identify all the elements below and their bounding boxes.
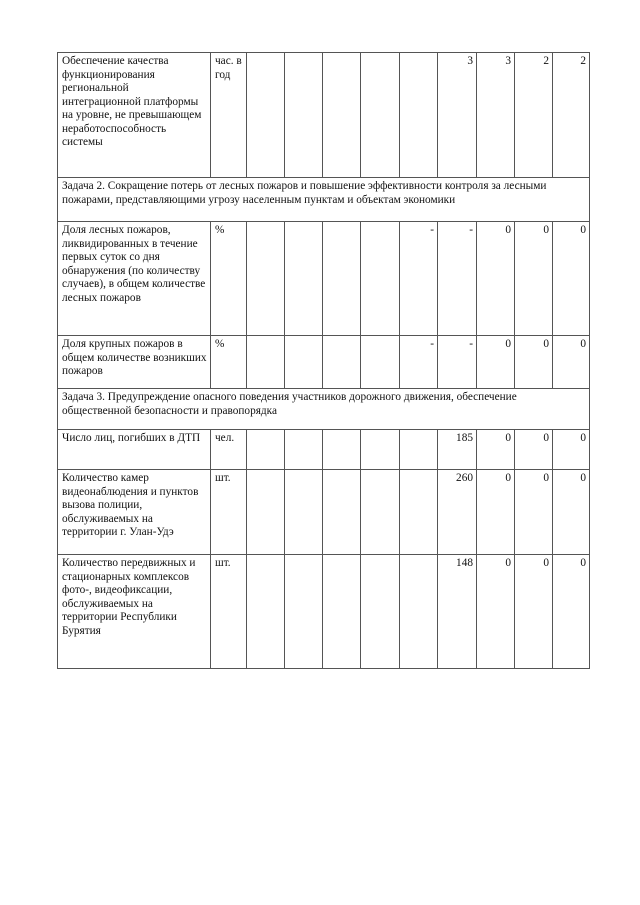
value-cell	[247, 53, 285, 178]
indicator-name: Количество камер видеонаблюдения и пунктов вызова полиции, обслуживаемых на территории г. Улан-Удэ	[58, 470, 211, 555]
value-cell	[323, 336, 361, 389]
value-cell	[361, 53, 400, 178]
table-row	[58, 222, 590, 336]
indicators-table	[57, 52, 590, 669]
value-cell	[285, 555, 323, 669]
indicator-name: Количество передвижных и стационарных комплексов фото-, видеофиксации, обслуживаемых на территории Республики Бурятия	[58, 555, 211, 669]
value-cell	[361, 555, 400, 669]
table-row	[58, 53, 590, 178]
value-cell: 0	[515, 336, 553, 389]
value-cell	[361, 222, 400, 336]
value-cell: 0	[477, 336, 515, 389]
task-title: Задача 3. Предупреждение опасного поведения участников дорожного движения, обеспечение общественной безопасности и правопорядка	[58, 389, 590, 430]
value-cell: 2	[553, 53, 590, 178]
value-cell	[361, 470, 400, 555]
value-cell	[285, 430, 323, 470]
indicator-unit: шт.	[211, 470, 247, 555]
indicator-name: Доля лесных пожаров, ликвидированных в течение первых суток со дня обнаружения (по количеству случаев), в общем количестве лесных пожаров	[58, 222, 211, 336]
value-cell: 0	[477, 555, 515, 669]
value-cell: -	[400, 222, 438, 336]
indicator-unit: %	[211, 336, 247, 389]
value-cell	[323, 222, 361, 336]
value-cell: -	[438, 336, 477, 389]
value-cell: 0	[477, 470, 515, 555]
value-cell	[361, 336, 400, 389]
indicator-unit: чел.	[211, 430, 247, 470]
value-cell	[323, 555, 361, 669]
value-cell: 0	[515, 222, 553, 336]
task-title: Задача 2. Сокращение потерь от лесных пожаров и повышение эффективности контроля за лесными пожарами, представляющими угрозу населенным пунктам и объектам экономики	[58, 178, 590, 222]
indicator-name: Обеспечение качества функционирования региональной интеграционной платформы на уровне, не превышающем неработоспособность системы	[58, 53, 211, 178]
table-row	[58, 470, 590, 555]
value-cell: 0	[515, 555, 553, 669]
task-row	[58, 389, 590, 430]
value-cell	[285, 336, 323, 389]
value-cell: 3	[477, 53, 515, 178]
value-cell: 0	[553, 336, 590, 389]
value-cell: 0	[477, 430, 515, 470]
value-cell: -	[400, 336, 438, 389]
indicator-unit: шт.	[211, 555, 247, 669]
value-cell: 3	[438, 53, 477, 178]
value-cell: 0	[553, 430, 590, 470]
task-row	[58, 178, 590, 222]
value-cell	[247, 222, 285, 336]
value-cell: 0	[553, 555, 590, 669]
value-cell	[323, 470, 361, 555]
indicator-unit: %	[211, 222, 247, 336]
value-cell: -	[438, 222, 477, 336]
value-cell: 185	[438, 430, 477, 470]
table-row	[58, 555, 590, 669]
value-cell	[400, 555, 438, 669]
indicator-unit: час. в год	[211, 53, 247, 178]
value-cell	[285, 53, 323, 178]
value-cell	[247, 430, 285, 470]
value-cell: 0	[553, 222, 590, 336]
value-cell	[400, 53, 438, 178]
value-cell	[247, 470, 285, 555]
value-cell	[285, 222, 323, 336]
value-cell: 0	[515, 470, 553, 555]
value-cell: 260	[438, 470, 477, 555]
value-cell: 0	[515, 430, 553, 470]
indicator-name: Число лиц, погибших в ДТП	[58, 430, 211, 470]
value-cell	[400, 430, 438, 470]
value-cell	[247, 555, 285, 669]
value-cell	[323, 53, 361, 178]
indicator-name: Доля крупных пожаров в общем количестве возникших пожаров	[58, 336, 211, 389]
value-cell	[285, 470, 323, 555]
value-cell: 0	[553, 470, 590, 555]
value-cell	[361, 430, 400, 470]
table-row	[58, 430, 590, 470]
value-cell	[247, 336, 285, 389]
value-cell: 2	[515, 53, 553, 178]
table-body	[58, 53, 590, 669]
table-row	[58, 336, 590, 389]
value-cell: 148	[438, 555, 477, 669]
value-cell	[323, 430, 361, 470]
value-cell: 0	[477, 222, 515, 336]
value-cell	[400, 470, 438, 555]
